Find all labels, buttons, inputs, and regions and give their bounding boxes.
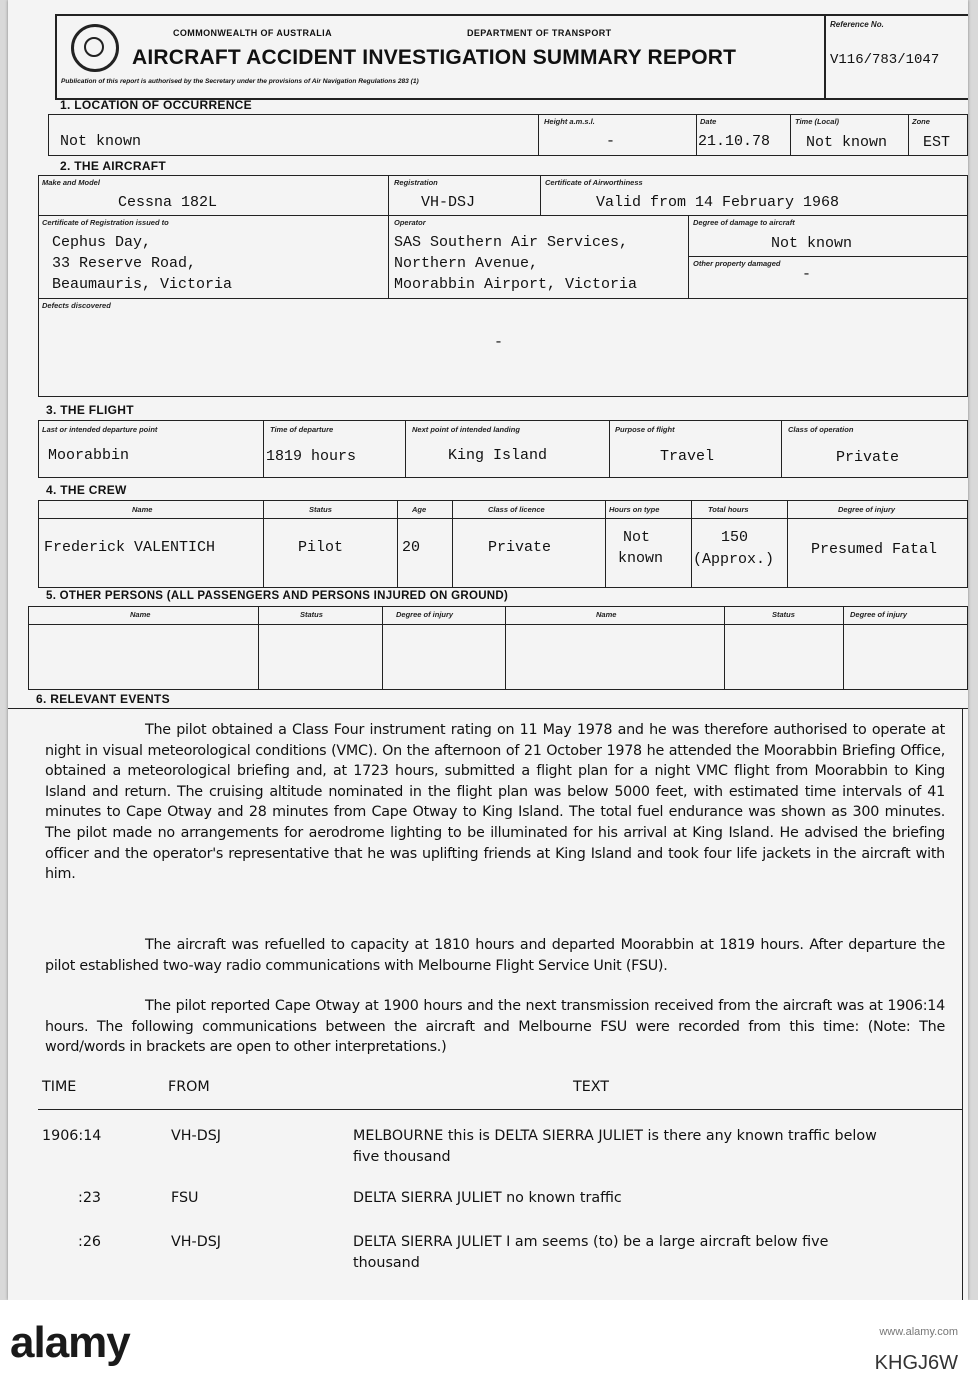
other-persons-box [28, 606, 968, 690]
publication-note: Publication of this report is authorised by the Secretary under the provisions of Air Navigation Regulations 283 (1) [61, 78, 419, 85]
damage-value: Not known [771, 235, 853, 252]
report-header [55, 14, 826, 100]
transcript-col-text: TEXT [573, 1079, 610, 1095]
department-label: DEPARTMENT OF TRANSPORT [467, 28, 612, 38]
events-paragraph-2: The aircraft was refuelled to capacity at 1810 hours and departed Moorabbin at 1819 hours. After departure the pilot established two-way radio communications with Melbourne Flight Service Unit (FSU). [45, 937, 945, 974]
section-crew-heading: 4. THE CREW [46, 483, 127, 497]
section-aircraft-heading: 2. THE AIRCRAFT [60, 159, 167, 173]
others-col-injury-1: Degree of injury [396, 610, 454, 619]
transcript-row-1-from: VH-DSJ [171, 1128, 221, 1144]
operator-line-3: Moorabbin Airport, Victoria [394, 276, 638, 293]
registration-value: VH-DSJ [421, 194, 476, 211]
section-flight-heading: 3. THE FLIGHT [46, 403, 134, 417]
date-label: Date [700, 117, 717, 126]
time-label: Time (Local) [795, 117, 840, 126]
location-value: Not known [60, 133, 142, 150]
crew-age: 20 [402, 539, 421, 556]
height-value: - [606, 133, 616, 150]
date-value: 21.10.78 [698, 133, 771, 150]
events-paragraph-3: The pilot reported Cape Otway at 1900 hours and the next transmission received from the aircraft was at 1906:14 hours. The following communications between the aircraft and Melbourne FSU were recorded from this time: (Note: The word/words in brackets are open to other interpretations.) [45, 998, 945, 1056]
zone-label: Zone [912, 117, 930, 126]
crew-col-hours-type: Hours on type [609, 505, 660, 514]
next-landing-value: King Island [448, 447, 548, 464]
section-other-persons-heading: 5. OTHER PERSONS (ALL PASSENGERS AND PERSONS INJURED ON GROUND) [46, 590, 509, 602]
department-seal-icon [71, 24, 119, 72]
reference-number: V116/783/1047 [830, 52, 940, 68]
airworthiness-value: Valid from 14 February 1968 [596, 194, 840, 211]
airworthiness-label: Certificate of Airworthiness [545, 178, 643, 187]
registration-label: Registration [394, 178, 438, 187]
report-title: AIRCRAFT ACCIDENT INVESTIGATION SUMMARY REPORT [132, 46, 737, 69]
watermark-strip [0, 1300, 978, 1390]
purpose-value: Travel [660, 448, 715, 465]
crew-col-age: Age [412, 505, 427, 514]
crew-col-name: Name [132, 505, 153, 514]
time-value: Not known [806, 134, 888, 151]
transcript-col-from: FROM [168, 1079, 210, 1095]
commonwealth-label: COMMONWEALTH OF AUSTRALIA [173, 28, 332, 38]
crew-name: Frederick VALENTICH [44, 539, 216, 556]
height-label: Height a.m.s.l. [544, 117, 595, 126]
crew-total-1: 150 [721, 529, 749, 546]
departure-time-value: 1819 hours [266, 448, 357, 465]
crew-col-status: Status [309, 505, 332, 514]
others-col-injury-2: Degree of injury [850, 610, 908, 619]
transcript-row-1-text: MELBOURNE this is DELTA SIERRA JULIET is there any known traffic below five thousand [353, 1128, 877, 1165]
other-property-value: - [802, 266, 812, 283]
other-property-label: Other property damaged [693, 259, 781, 268]
crew-injury: Presumed Fatal [811, 541, 938, 558]
zone-value: EST [923, 134, 951, 151]
class-of-operation-label: Class of operation [788, 425, 854, 434]
others-col-status-1: Status [300, 610, 323, 619]
alamy-logo: alamy [10, 1318, 130, 1367]
others-col-name-2: Name [596, 610, 617, 619]
crew-hours-type-2: known [618, 550, 664, 567]
section-events-heading: 6. RELEVANT EVENTS [36, 692, 170, 706]
damage-label: Degree of damage to aircraft [693, 218, 795, 227]
departure-value: Moorabbin [48, 447, 130, 464]
others-col-name-1: Name [130, 610, 151, 619]
owner-line-1: Cephus Day, [52, 234, 152, 251]
reference-label: Reference No. [830, 20, 884, 29]
make-value: Cessna 182L [118, 194, 218, 211]
cert-registration-label: Certificate of Registration issued to [42, 218, 169, 227]
transcript-row-3-text: DELTA SIERRA JULIET I am seems (to) be a large aircraft below five thousand [353, 1234, 829, 1271]
image-id: KHGJ6W [874, 1352, 958, 1374]
alamy-url: www.alamy.com [879, 1326, 958, 1338]
crew-col-total-hours: Total hours [708, 505, 749, 514]
transcript-col-time: TIME [42, 1079, 77, 1095]
transcript-row-2-from: FSU [171, 1190, 199, 1206]
transcript-row-1-time: 1906:14 [42, 1128, 102, 1144]
make-label: Make and Model [42, 178, 100, 187]
departure-time-label: Time of departure [270, 425, 334, 434]
events-paragraph-1: The pilot obtained a Class Four instrument rating on 11 May 1978 and he was therefore authorised to operate at night in visual meteorological conditions (VMC). On the afternoon of 21 October 1978 he attended the Moorabbin Briefing Office, obtained a meteorological briefing and, at 1723 hours, submitted a flight plan for a night VMC flight from Moorabbin to King Island and return. The cruising altitude nominated in the flight plan was below 5000 feet, with estimated time intervals of 41 minutes to Cape Otway and 28 minutes from Cape Otway to King Island. The total fuel endurance was shown as 300 minutes. The pilot made no arrangements for aerodrome lighting to be illuminated for his arrival at King Island. He advised the briefing officer and the operator's representative that he was uplifting friends at King Island and took four life jackets in the aircraft with him. [45, 722, 945, 883]
owner-line-2: 33 Reserve Road, [52, 255, 197, 272]
crew-status: Pilot [298, 539, 344, 556]
class-of-operation-value: Private [836, 449, 900, 466]
purpose-label: Purpose of flight [615, 425, 675, 434]
operator-label: Operator [394, 218, 426, 227]
owner-line-3: Beaumauris, Victoria [52, 276, 233, 293]
crew-col-licence: Class of licence [488, 505, 545, 514]
others-col-status-2: Status [772, 610, 795, 619]
reference-box [824, 14, 968, 100]
operator-line-2: Northern Avenue, [394, 255, 539, 272]
transcript-row-2-time: :23 [78, 1190, 102, 1206]
crew-licence: Private [488, 539, 552, 556]
next-landing-label: Next point of intended landing [412, 425, 520, 434]
crew-col-injury: Degree of injury [838, 505, 896, 514]
section-location-heading: 1. LOCATION OF OCCURRENCE [60, 98, 252, 112]
operator-line-1: SAS Southern Air Services, [394, 234, 629, 251]
report-page [8, 0, 968, 1300]
transcript-row-3-time: :26 [78, 1234, 102, 1250]
defects-label: Defects discovered [42, 301, 111, 310]
transcript-row-2-text: DELTA SIERRA JULIET no known traffic [353, 1190, 622, 1206]
transcript-row-3-from: VH-DSJ [171, 1234, 221, 1250]
crew-hours-type-1: Not [623, 529, 651, 546]
defects-value: - [494, 334, 504, 351]
crew-total-2: (Approx.) [693, 551, 775, 568]
departure-label: Last or intended departure point [42, 425, 158, 434]
